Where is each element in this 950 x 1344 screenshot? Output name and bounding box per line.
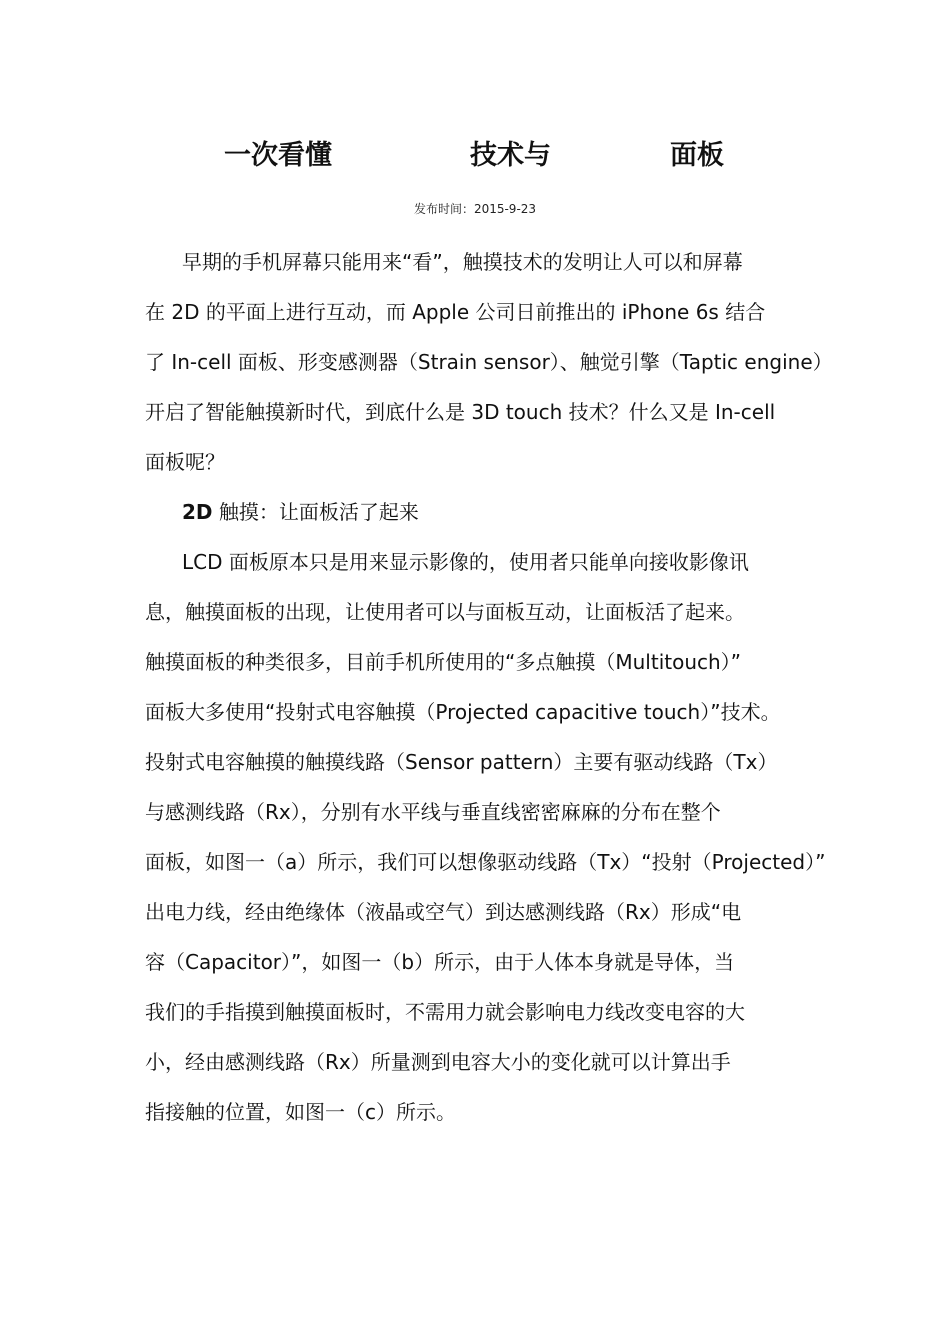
title-part-1: 一次看懂: [224, 140, 332, 171]
paragraph-1-line: 了 In-cell 面板、形变感测器（Strain sensor）、触觉引擎（Taptic engine）: [145, 350, 833, 374]
document-title: [0, 136, 950, 176]
paragraph-2-line: 面板，如图一（a）所示，我们可以想像驱动线路（Tx）“投射（Projected）”: [145, 850, 826, 874]
article-body: [145, 237, 833, 1137]
section-heading: [145, 487, 820, 537]
paragraph-1-line: 早期的手机屏幕只能用来“看”，触摸技术的发明让人可以和屏幕: [182, 250, 743, 274]
paragraph-2-line: 面板大多使用“投射式电容触摸（Projected capacitive touch）”技术。: [145, 700, 781, 724]
paragraph-1-line: 面板呢？: [145, 450, 225, 474]
paragraph-2-line: 与感测线路（Rx），分别有水平线与垂直线密密麻麻的分布在整个: [145, 800, 721, 824]
section-heading-bold: 2D: [182, 500, 213, 524]
title-part-2: 技术与: [470, 140, 551, 171]
paragraph-2-line: 容（Capacitor）”，如图一（b）所示，由于人体本身就是导体，当: [145, 950, 735, 974]
paragraph-2-line: 我们的手指摸到触摸面板时，不需用力就会影响电力线改变电容的大: [145, 1000, 745, 1024]
paragraph-2-line: 投射式电容触摸的触摸线路（Sensor pattern）主要有驱动线路（Tx）: [145, 750, 778, 774]
paragraph-1-line: 开启了智能触摸新时代，到底什么是 3D touch 技术？什么又是 In-cell: [145, 400, 776, 424]
paragraph-2-line: 息，触摸面板的出现，让使用者可以与面板互动，让面板活了起来。: [145, 600, 745, 624]
section-heading-text: 触摸：让面板活了起来: [212, 500, 419, 524]
paragraph-2-line: 触摸面板的种类很多，目前手机所使用的“多点触摸（Multitouch）”: [145, 650, 742, 674]
paragraph-2-line: LCD 面板原本只是用来显示影像的，使用者只能单向接收影像讯: [182, 550, 749, 574]
paragraph-2-line: 小，经由感测线路（Rx）所量测到电容大小的变化就可以计算出手: [145, 1050, 731, 1074]
paragraph-2-line: 出电力线，经由绝缘体（液晶或空气）到达感测线路（Rx）形成“电: [145, 900, 742, 924]
paragraph-2-line: 指接触的位置，如图一（c）所示。: [145, 1100, 456, 1124]
publish-date: 发布时间：2015-9-23: [413, 202, 537, 216]
paragraph-1-line: 在 2D 的平面上进行互动，而 Apple 公司日前推出的 iPhone 6s 结合: [145, 300, 766, 324]
title-part-3: 面板: [670, 140, 724, 171]
